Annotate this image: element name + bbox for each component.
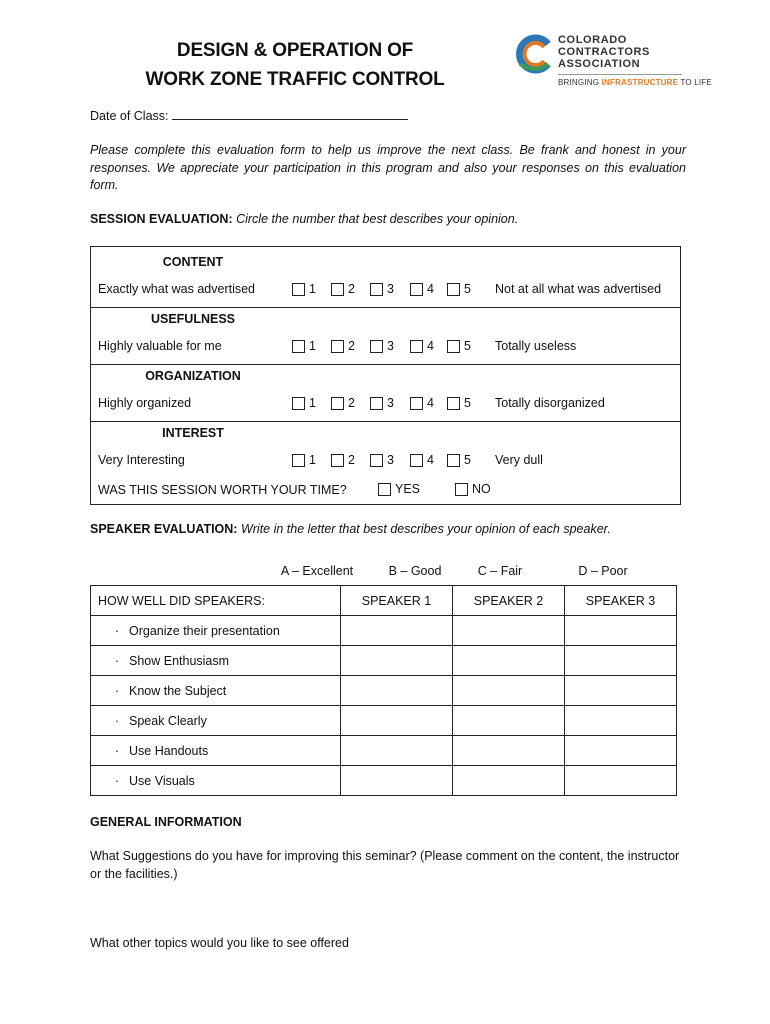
date-label: Date of Class: <box>90 109 169 123</box>
rating-number: 3 <box>387 396 394 410</box>
session-heading-label: SESSION EVALUATION: <box>90 212 233 226</box>
criteria-label-cell <box>91 616 341 646</box>
speaker-2-rating-cell[interactable] <box>453 646 565 676</box>
rating-number: 1 <box>309 396 316 410</box>
rating-option[interactable] <box>331 282 355 296</box>
speaker-1-rating-cell[interactable] <box>341 646 453 676</box>
yes-checkbox[interactable] <box>378 483 391 496</box>
speaker-2-rating-cell[interactable] <box>453 616 565 646</box>
criteria-row <box>91 676 677 706</box>
rating-option[interactable] <box>292 396 316 410</box>
criteria-label-cell <box>91 706 341 736</box>
rating-number: 3 <box>387 282 394 296</box>
rating-option[interactable] <box>447 282 471 296</box>
rating-option[interactable] <box>447 453 471 467</box>
speaker-3-rating-cell[interactable] <box>565 736 677 766</box>
speaker-1-rating-cell[interactable] <box>341 736 453 766</box>
speaker-table-header-row <box>91 586 677 616</box>
rating-number: 3 <box>387 339 394 353</box>
speaker-instruction: Write in the letter that best describes your opinion of each speaker. <box>240 522 611 536</box>
rating-checkbox[interactable] <box>410 283 423 296</box>
criteria-label-cell <box>91 676 341 706</box>
worth-yes-option[interactable] <box>378 482 420 496</box>
speaker-1-rating-cell[interactable] <box>341 706 453 736</box>
bullet: · <box>114 743 120 758</box>
rating-checkbox[interactable] <box>331 340 344 353</box>
rating-checkbox[interactable] <box>292 397 305 410</box>
rating-option[interactable] <box>410 339 434 353</box>
rating-checkbox[interactable] <box>410 340 423 353</box>
rating-option[interactable] <box>410 282 434 296</box>
speaker-3-header: SPEAKER 3 <box>565 586 677 616</box>
speaker-1-rating-cell[interactable] <box>341 676 453 706</box>
rating-checkbox[interactable] <box>410 454 423 467</box>
rating-option[interactable] <box>370 396 394 410</box>
speaker-3-rating-cell[interactable] <box>565 706 677 736</box>
logo-tag-highlight: INFRASTRUCTURE <box>601 78 679 87</box>
rating-number: 2 <box>348 282 355 296</box>
rating-option[interactable] <box>292 453 316 467</box>
rating-number: 4 <box>427 282 434 296</box>
worth-no-option[interactable] <box>455 482 491 496</box>
rating-number: 2 <box>348 453 355 467</box>
criteria-row <box>91 616 677 646</box>
scale-a: A – Excellent <box>280 564 354 578</box>
logo-tag-part-1: BRINGING <box>558 78 602 87</box>
scale-d: D – Poor <box>578 564 628 578</box>
title-line-2: WORK ZONE TRAFFIC CONTROL <box>145 69 445 90</box>
cca-logo-mark-icon <box>514 34 554 74</box>
rating-number: 4 <box>427 453 434 467</box>
rating-checkbox[interactable] <box>331 283 344 296</box>
session-section-title: USEFULNESS <box>150 312 236 326</box>
speaker-1-rating-cell[interactable] <box>341 616 453 646</box>
session-right-label: Very dull <box>495 453 543 467</box>
rating-checkbox[interactable] <box>292 454 305 467</box>
rating-checkbox[interactable] <box>447 340 460 353</box>
rating-option[interactable] <box>370 339 394 353</box>
rating-checkbox[interactable] <box>410 397 423 410</box>
session-section-title: CONTENT <box>162 255 224 269</box>
speaker-2-rating-cell[interactable] <box>453 676 565 706</box>
title-line-1: DESIGN & OPERATION OF <box>176 40 414 61</box>
rating-option[interactable] <box>331 396 355 410</box>
rating-checkbox[interactable] <box>370 340 383 353</box>
logo-divider <box>558 74 682 75</box>
session-divider <box>91 421 680 422</box>
rating-number: 5 <box>464 339 471 353</box>
no-label: NO <box>472 482 491 496</box>
criteria-row <box>91 646 677 676</box>
speaker-2-header: SPEAKER 2 <box>453 586 565 616</box>
criteria-label-cell <box>91 646 341 676</box>
no-checkbox[interactable] <box>455 483 468 496</box>
session-left-label: Exactly what was advertised <box>98 282 256 296</box>
session-right-label: Totally useless <box>495 339 577 353</box>
date-field[interactable] <box>172 107 408 120</box>
session-section-title: INTEREST <box>162 426 224 440</box>
logo-wordmark <box>558 34 650 70</box>
session-left-label: Highly valuable for me <box>98 339 222 353</box>
rating-number: 2 <box>348 339 355 353</box>
logo-line-3: ASSOCIATION <box>558 58 641 70</box>
criteria-row <box>91 766 677 796</box>
criteria-label-cell <box>91 736 341 766</box>
rating-number: 1 <box>309 453 316 467</box>
speaker-1-rating-cell[interactable] <box>341 766 453 796</box>
bullet: · <box>114 683 120 698</box>
scale-b: B – Good <box>388 564 442 578</box>
rating-option[interactable] <box>410 396 434 410</box>
bullet: · <box>114 653 120 668</box>
rating-checkbox[interactable] <box>447 397 460 410</box>
speaker-table <box>90 585 677 796</box>
rating-option[interactable] <box>292 339 316 353</box>
logo-tagline <box>558 78 712 87</box>
speaker-3-rating-cell[interactable] <box>565 676 677 706</box>
speaker-2-rating-cell[interactable] <box>453 766 565 796</box>
rating-checkbox[interactable] <box>370 397 383 410</box>
rating-checkbox[interactable] <box>370 454 383 467</box>
criteria-label: Speak Clearly <box>129 713 207 728</box>
session-left-label: Highly organized <box>98 396 192 410</box>
rating-option[interactable] <box>292 282 316 296</box>
speaker-3-rating-cell[interactable] <box>565 616 677 646</box>
yes-label: YES <box>395 482 421 496</box>
rating-number: 5 <box>464 453 471 467</box>
session-right-label: Not at all what was advertised <box>495 282 662 296</box>
logo-line-1: COLORADO <box>558 34 627 46</box>
date-of-class <box>90 107 408 126</box>
rating-option[interactable] <box>410 453 434 467</box>
speaker-table-header: HOW WELL DID SPEAKERS: <box>91 586 341 616</box>
session-right-label: Totally disorganized <box>495 396 605 410</box>
rating-option[interactable] <box>447 396 471 410</box>
rating-number: 4 <box>427 339 434 353</box>
worth-question: WAS THIS SESSION WORTH YOUR TIME? <box>98 483 347 497</box>
rating-checkbox[interactable] <box>447 454 460 467</box>
rating-number: 2 <box>348 396 355 410</box>
rating-number: 1 <box>309 282 316 296</box>
criteria-label: Use Visuals <box>129 773 195 788</box>
speaker-1-header: SPEAKER 1 <box>341 586 453 616</box>
rating-option[interactable] <box>370 453 394 467</box>
criteria-label: Organize their presentation <box>129 623 280 638</box>
rating-checkbox[interactable] <box>370 283 383 296</box>
speaker-3-rating-cell[interactable] <box>565 766 677 796</box>
session-instruction: Circle the number that best describes your opinion. <box>236 212 519 226</box>
rating-option[interactable] <box>331 339 355 353</box>
bullet: · <box>114 713 120 728</box>
speaker-evaluation-heading <box>90 521 611 539</box>
session-left-label: Very Interesting <box>98 453 185 467</box>
criteria-label: Use Handouts <box>129 743 209 758</box>
rating-number: 4 <box>427 396 434 410</box>
cca-logo <box>514 32 712 94</box>
bullet: · <box>114 773 120 788</box>
criteria-row <box>91 736 677 766</box>
rating-checkbox[interactable] <box>447 283 460 296</box>
rating-number: 1 <box>309 339 316 353</box>
rating-option[interactable] <box>370 282 394 296</box>
criteria-label: Know the Subject <box>129 683 227 698</box>
logo-tag-part-2: TO LIFE <box>678 78 712 87</box>
topics-question: What other topics would you like to see offered <box>90 936 349 950</box>
scale-c: C – Fair <box>477 564 523 578</box>
speaker-2-rating-cell[interactable] <box>453 736 565 766</box>
rating-number: 5 <box>464 282 471 296</box>
session-divider <box>91 307 680 308</box>
intro-paragraph: Please complete this evaluation form to help us improve the next class. Be frank and honest in your responses. We appreciate your participation in this program and also your responses on this evaluation form. <box>90 143 686 192</box>
session-evaluation-heading <box>90 211 518 229</box>
speaker-2-rating-cell[interactable] <box>453 706 565 736</box>
rating-number: 5 <box>464 396 471 410</box>
criteria-label: Show Enthusiasm <box>129 653 230 668</box>
page-title <box>100 36 490 94</box>
speaker-3-rating-cell[interactable] <box>565 646 677 676</box>
bullet: · <box>114 623 120 638</box>
rating-checkbox[interactable] <box>331 454 344 467</box>
criteria-row <box>91 706 677 736</box>
rating-option[interactable] <box>447 339 471 353</box>
general-information-heading: GENERAL INFORMATION <box>90 815 242 829</box>
session-section-title: ORGANIZATION <box>145 369 241 383</box>
session-divider <box>91 364 680 365</box>
rating-option[interactable] <box>331 453 355 467</box>
rating-number: 3 <box>387 453 394 467</box>
rating-checkbox[interactable] <box>331 397 344 410</box>
speaker-heading-label: SPEAKER EVALUATION: <box>90 522 238 536</box>
criteria-label-cell <box>91 766 341 796</box>
logo-line-2: CONTRACTORS <box>558 46 650 58</box>
rating-checkbox[interactable] <box>292 340 305 353</box>
suggestions-question: What Suggestions do you have for improving this seminar? (Please comment on the content, the instructor or the facilities.) <box>90 849 680 881</box>
rating-checkbox[interactable] <box>292 283 305 296</box>
